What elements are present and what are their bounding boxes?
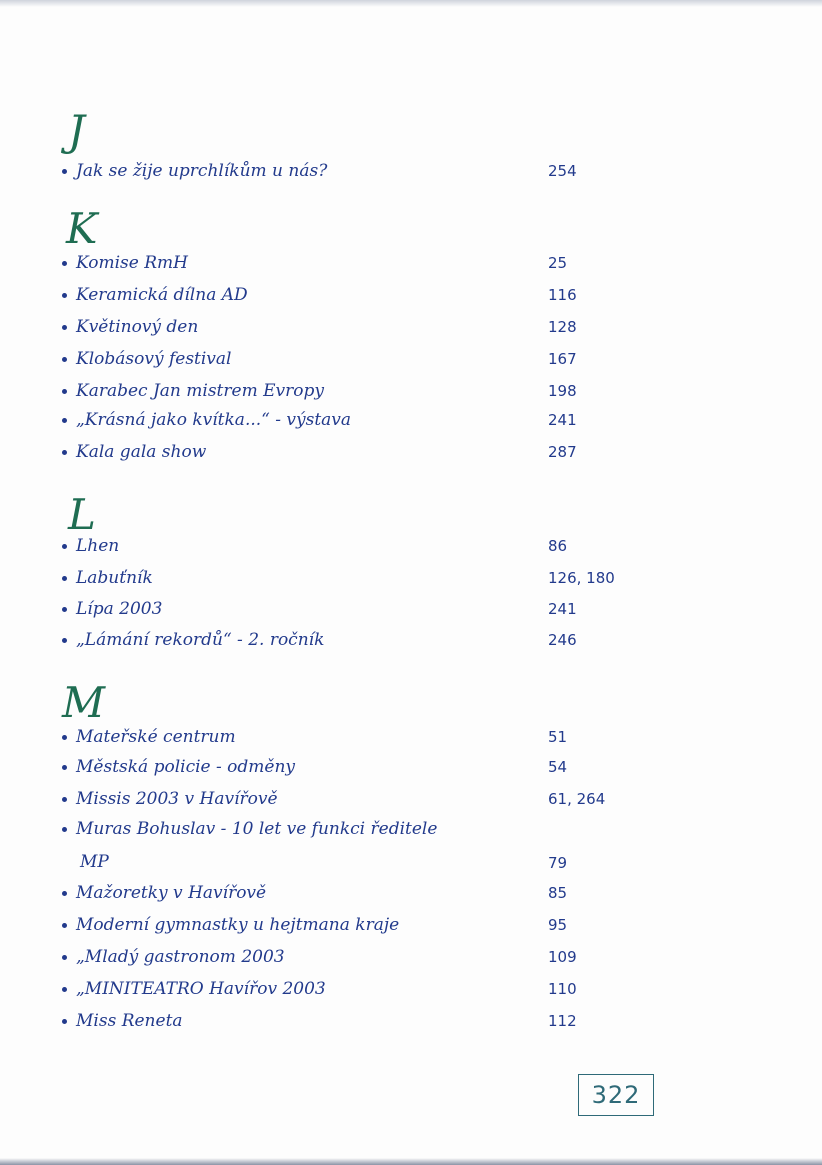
index-entry (62, 531, 762, 561)
bullet-icon (62, 607, 67, 612)
index-entry (62, 437, 762, 467)
entry-page: 109 (548, 948, 577, 966)
index-entry (62, 814, 762, 844)
entry-title: „Lámání rekordů“ - 2. ročník (76, 630, 325, 650)
entry-title: Muras Bohuslav - 10 let ve funkci ředitele (76, 819, 438, 839)
entry-page: 95 (548, 916, 568, 934)
bullet-icon (62, 923, 67, 928)
index-entry (62, 312, 762, 342)
entry-page: 110 (548, 980, 577, 998)
bullet-icon (62, 418, 67, 423)
entry-title: Mažoretky v Havířově (76, 883, 267, 903)
entry-title: Missis 2003 v Havířově (76, 789, 278, 809)
index-entry (62, 784, 762, 814)
index-entry (62, 594, 762, 624)
entry-page: 246 (548, 631, 577, 649)
index-entry (62, 942, 762, 972)
index-entry (62, 878, 762, 908)
entry-page: 126, 180 (548, 569, 615, 587)
bullet-icon (62, 735, 67, 740)
index-entry (62, 156, 762, 186)
entry-title: Miss Reneta (76, 1011, 183, 1031)
index-entry (62, 1006, 762, 1036)
index-entry (62, 248, 762, 278)
bullet-icon (62, 827, 67, 832)
entry-title: Karabec Jan mistrem Evropy (76, 381, 324, 401)
entry-page: 54 (548, 758, 568, 776)
entry-page: 198 (548, 382, 577, 400)
entry-page: 112 (548, 1012, 577, 1030)
bullet-icon (62, 544, 67, 549)
entry-title: Lhen (76, 536, 120, 556)
entry-page: 85 (548, 884, 568, 902)
index-entry (62, 280, 762, 310)
entry-page: 254 (548, 162, 577, 180)
index-entry (62, 974, 762, 1004)
section-letter-j: J (68, 106, 85, 155)
bullet-icon (62, 325, 67, 330)
bullet-icon (62, 450, 67, 455)
bullet-icon (62, 797, 67, 802)
entry-title: Labuťník (76, 568, 153, 588)
bullet-icon (62, 955, 67, 960)
entry-page: 51 (548, 728, 568, 746)
entry-title: Lípa 2003 (76, 599, 163, 619)
entry-page: 25 (548, 254, 568, 272)
entry-page: 116 (548, 286, 577, 304)
entry-page: 287 (548, 443, 577, 461)
bullet-icon (62, 638, 67, 643)
bullet-icon (62, 389, 67, 394)
entry-title: „MINITEATRO Havířov 2003 (76, 979, 326, 999)
entry-title: Kala gala show (76, 442, 207, 462)
bullet-icon (62, 357, 67, 362)
section-letter-k: K (66, 204, 98, 253)
bullet-icon (62, 169, 67, 174)
index-entry (62, 752, 762, 782)
index-entry (62, 344, 762, 374)
scan-bottom-edge (0, 1158, 822, 1165)
entry-page: 86 (548, 537, 568, 555)
entry-title: Komise RmH (76, 253, 188, 273)
index-entry (62, 405, 762, 435)
entry-title: Květinový den (76, 317, 199, 337)
entry-continuation: MP (80, 852, 109, 872)
index-entry (62, 625, 762, 655)
index-entry (62, 563, 762, 593)
bullet-icon (62, 293, 67, 298)
entry-title: Klobásový festival (76, 349, 232, 369)
index-entry (62, 376, 762, 406)
entry-title: Keramická dílna AD (76, 285, 248, 305)
bullet-icon (62, 987, 67, 992)
index-entry (62, 722, 762, 752)
entry-title: „Krásná jako kvítka...“ - výstava (76, 410, 352, 430)
scan-top-edge (0, 0, 822, 7)
entry-page: 241 (548, 411, 577, 429)
section-letter-l: L (68, 490, 96, 539)
entry-page: 79 (548, 854, 568, 872)
page-number-stamp: 322 (578, 1074, 654, 1116)
entry-page: 167 (548, 350, 577, 368)
entry-title: „Mladý gastronom 2003 (76, 947, 285, 967)
index-entry (62, 910, 762, 940)
entry-title: Moderní gymnastky u hejtmana kraje (76, 915, 400, 935)
bullet-icon (62, 261, 67, 266)
entry-title: Jak se žije uprchlíkům u nás? (76, 161, 328, 181)
entry-title: Mateřské centrum (76, 727, 236, 747)
bullet-icon (62, 765, 67, 770)
bullet-icon (62, 891, 67, 896)
section-letter-m: M (62, 678, 106, 727)
bullet-icon (62, 1019, 67, 1024)
entry-title: Městská policie - odměny (76, 757, 295, 777)
entry-page: 61, 264 (548, 790, 606, 808)
entry-page: 241 (548, 600, 577, 618)
bullet-icon (62, 576, 67, 581)
entry-page: 128 (548, 318, 577, 336)
